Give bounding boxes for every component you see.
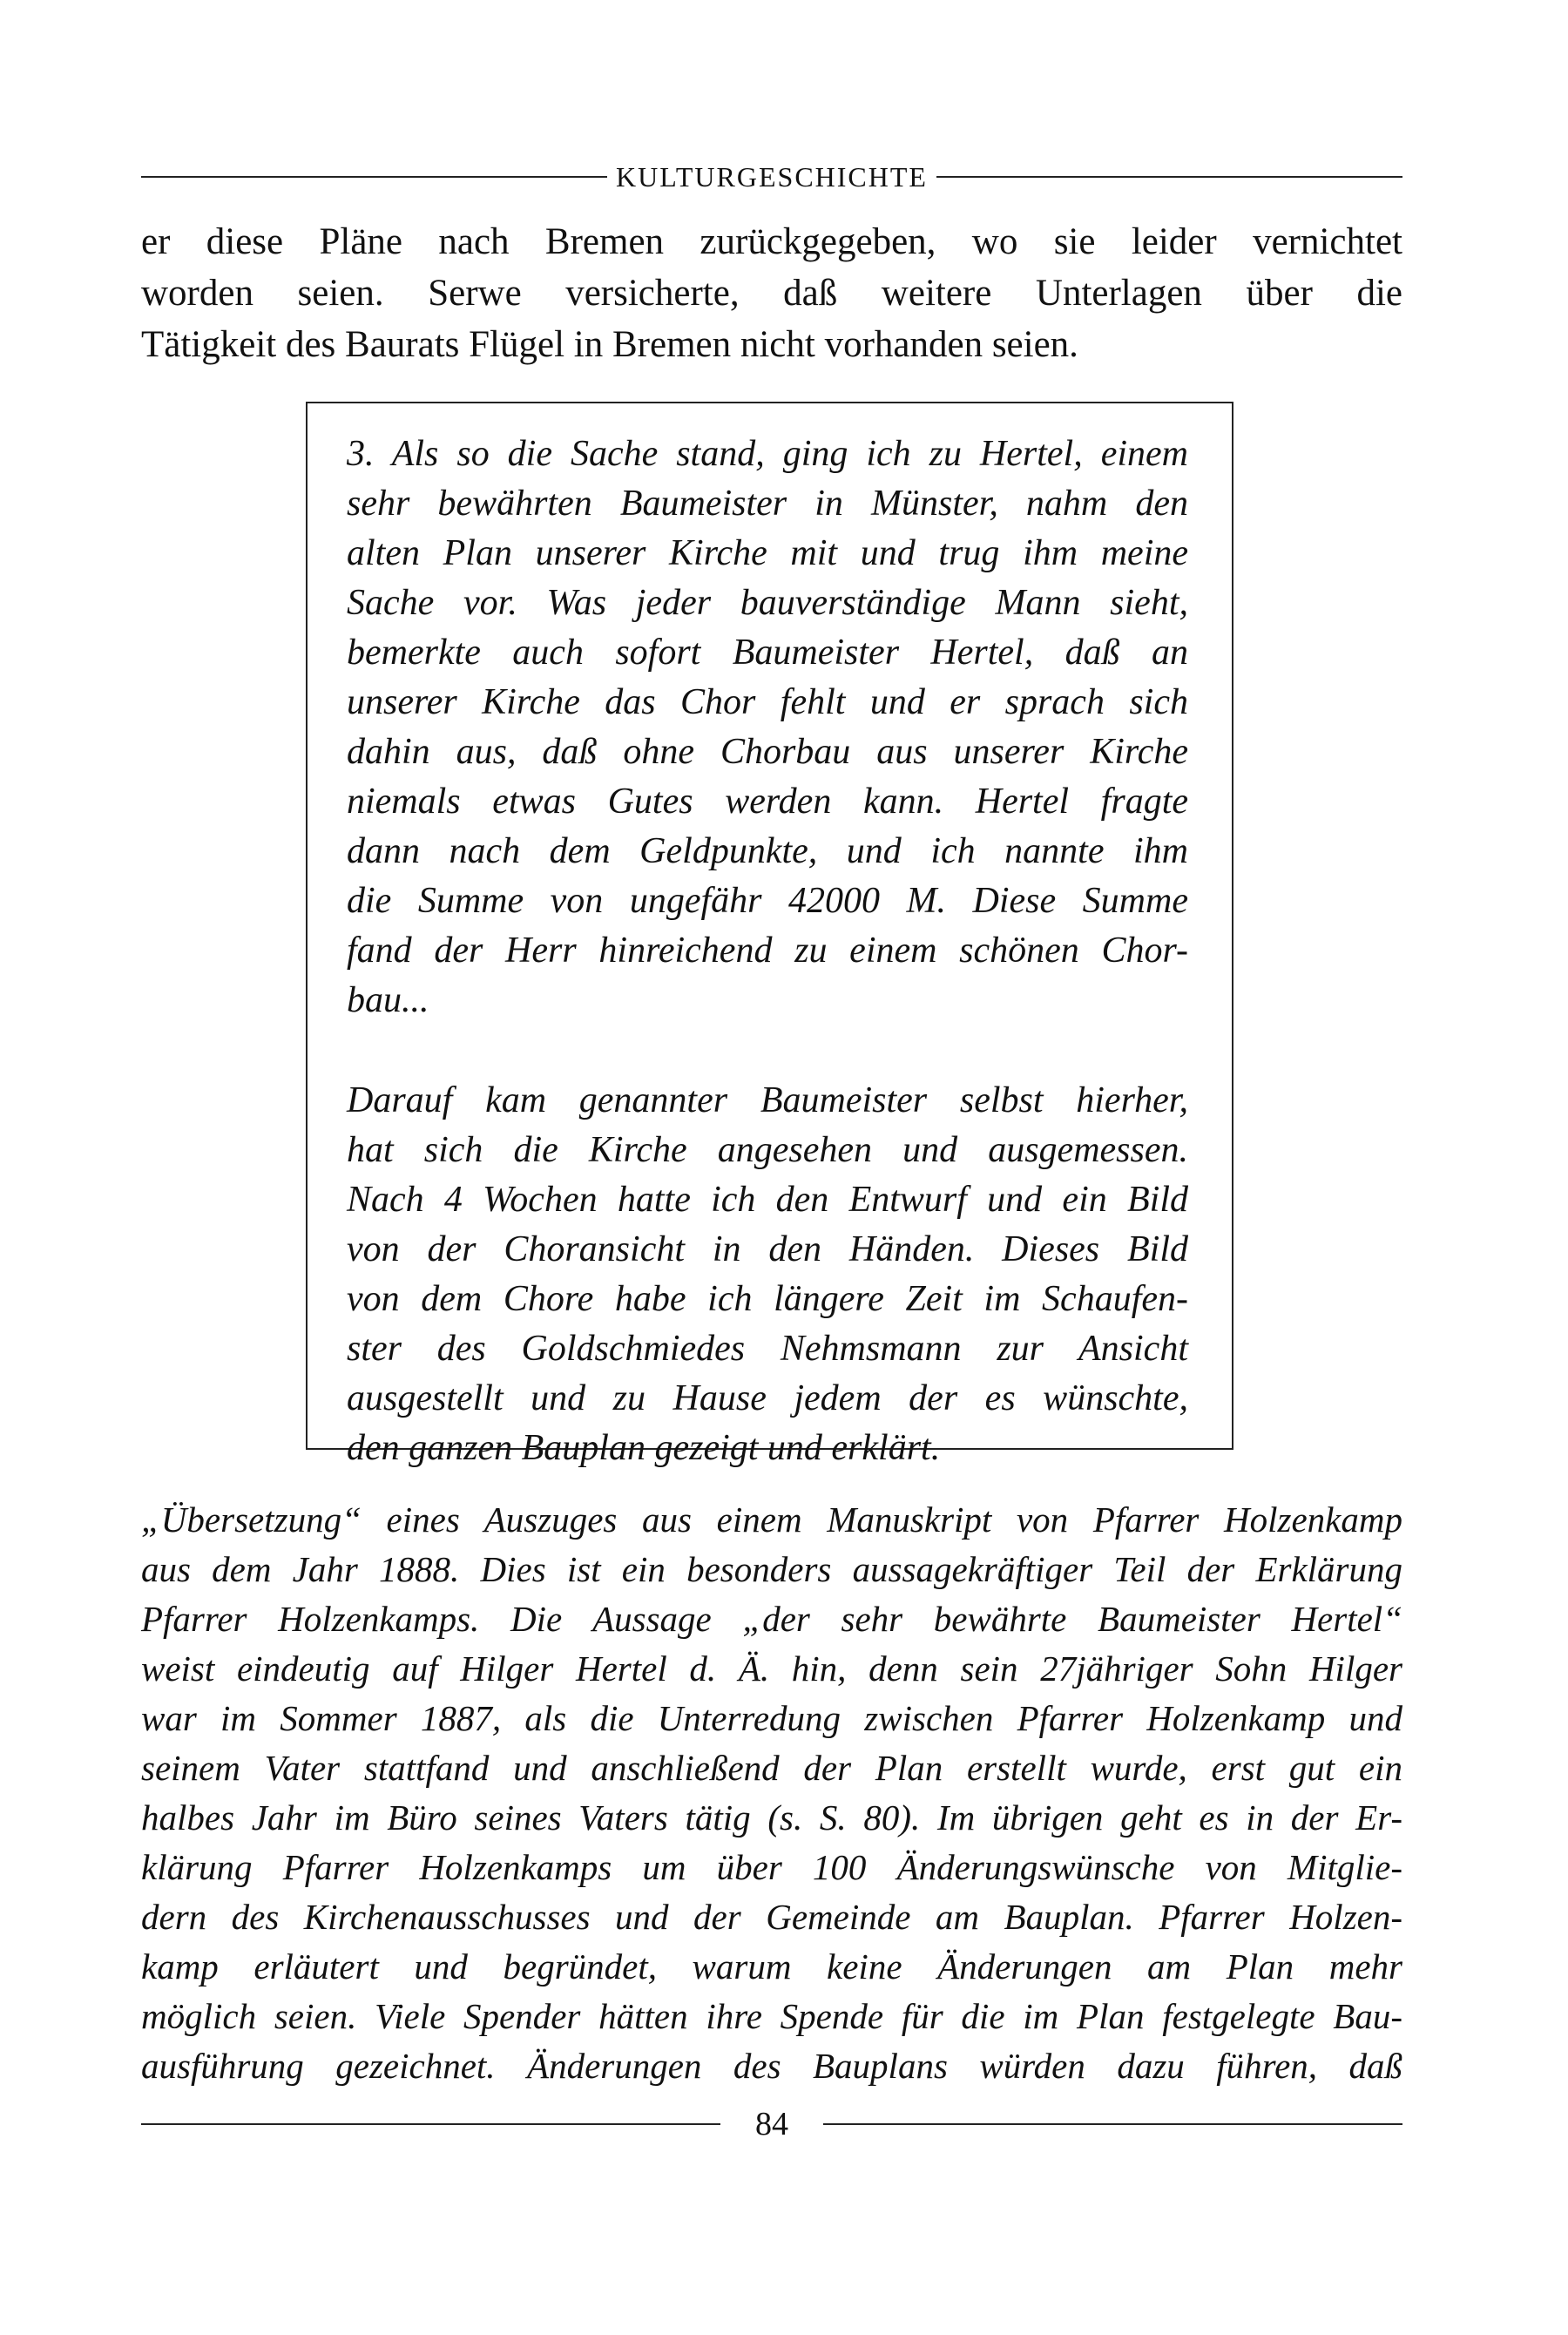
footer-rule-left [141,2123,720,2125]
quote-line: sehr bewährten Baumeister in Münster, nahm den [347,484,1188,524]
caption-line: war im Sommer 1887, als die Unterredung zwischen Pfarrer Holzenkamp und [141,1698,1402,1738]
quote-line: Nach 4 Wochen hatte ich den Entwurf und ein Bild [347,1180,1188,1220]
quote-line: 3. Als so die Sache stand, ging ich zu Hertel, einem [347,434,1188,474]
footer-rule-right [823,2123,1402,2125]
intro-line: Tätigkeit des Baurats Flügel in Bremen nicht vorhanden seien. [141,324,1078,365]
quote-line: dahin aus, daß ohne Chorbau aus unserer Kirche [347,732,1188,772]
quote-line: niemals etwas Gutes werden kann. Hertel fragte [347,782,1188,822]
quote-line: hat sich die Kirche angesehen und ausgemessen. [347,1130,1188,1170]
quote-paragraph-1 [347,430,1188,1025]
quote-line: von der Choransicht in den Händen. Dieses Bild [347,1229,1188,1269]
caption-line: Pfarrer Holzenkamps. Die Aussage „der sehr bewährte Baumeister Hertel“ [141,1599,1402,1639]
caption-line: seinem Vater stattfand und anschließend der Plan erstellt wurde, erst gut ein [141,1748,1402,1788]
caption-line: aus dem Jahr 1888. Dies ist ein besonders aussagekräftiger Teil der Erklärung [141,1549,1402,1589]
quote-line: von dem Chore habe ich längere Zeit im Schaufen- [347,1279,1188,1319]
quote-line: Darauf kam genannter Baumeister selbst hierher, [347,1080,1188,1120]
intro-line: worden seien. Serwe versicherte, daß weitere Unterlagen über die [141,273,1402,314]
header-rule-left [141,176,607,178]
quotation-box [306,402,1233,1468]
caption-line: ausführung gezeichnet. Änderungen des Bauplans würden dazu führen, daß [141,2046,1402,2086]
header-rule-right [936,176,1402,178]
intro-line: er diese Pläne nach Bremen zurückgegeben, wo sie leider vernichtet [141,221,1402,262]
page-footer [141,2100,1402,2149]
quote-paragraph-2 [347,1076,1188,1473]
caption-line: halbes Jahr im Büro seines Vaters tätig (s. S. 80). Im übrigen geht es in der Er- [141,1797,1402,1838]
quote-line: fand der Herr hinreichend zu einem schönen Chor- [347,931,1188,971]
quote-line: unserer Kirche das Chor fehlt und er sprach sich [347,682,1188,722]
caption-line: klärung Pfarrer Holzenkamps um über 100 Änderungswünsche von Mitglie- [141,1847,1402,1887]
caption-line: möglich seien. Viele Spender hätten ihre Spende für die im Plan festgelegte Bau- [141,1996,1402,2036]
caption-paragraph [141,1495,1402,2091]
quote-line: dann nach dem Geldpunkte, und ich nannte ihm [347,831,1188,871]
quote-line: die Summe von ungefähr 42000 M. Diese Summe [347,881,1188,921]
caption-line: weist eindeutig auf Hilger Hertel d. Ä. hin, denn sein 27jähriger Sohn Hilger [141,1648,1402,1689]
page-number: 84 [755,2106,788,2142]
running-header [141,155,1402,199]
quote-line: bemerkte auch sofort Baumeister Hertel, daß an [347,633,1188,673]
quote-line: ausgestellt und zu Hause jedem der es wünschte, [347,1378,1188,1418]
caption-line: kamp erläutert und begründet, warum keine Änderungen am Plan mehr [141,1946,1402,1986]
quote-line: ster des Goldschmiedes Nehmsmann zur Ansicht [347,1329,1188,1369]
quote-line: alten Plan unserer Kirche mit und trug ihm meine [347,533,1188,573]
quote-line: den ganzen Bauplan gezeigt und erklärt. [347,1428,941,1468]
quote-line: bau... [347,980,429,1020]
intro-paragraph [141,216,1402,370]
caption-line: dern des Kirchenausschusses und der Gemeinde am Bauplan. Pfarrer Holzen- [141,1897,1402,1937]
caption-line: „Übersetzung“ eines Auszuges aus einem Manuskript von Pfarrer Holzenkamp [141,1499,1402,1540]
quote-line: Sache vor. Was jeder bauverständige Mann sieht, [347,583,1188,623]
running-header-title: KULTURGESCHICHTE [616,161,928,193]
